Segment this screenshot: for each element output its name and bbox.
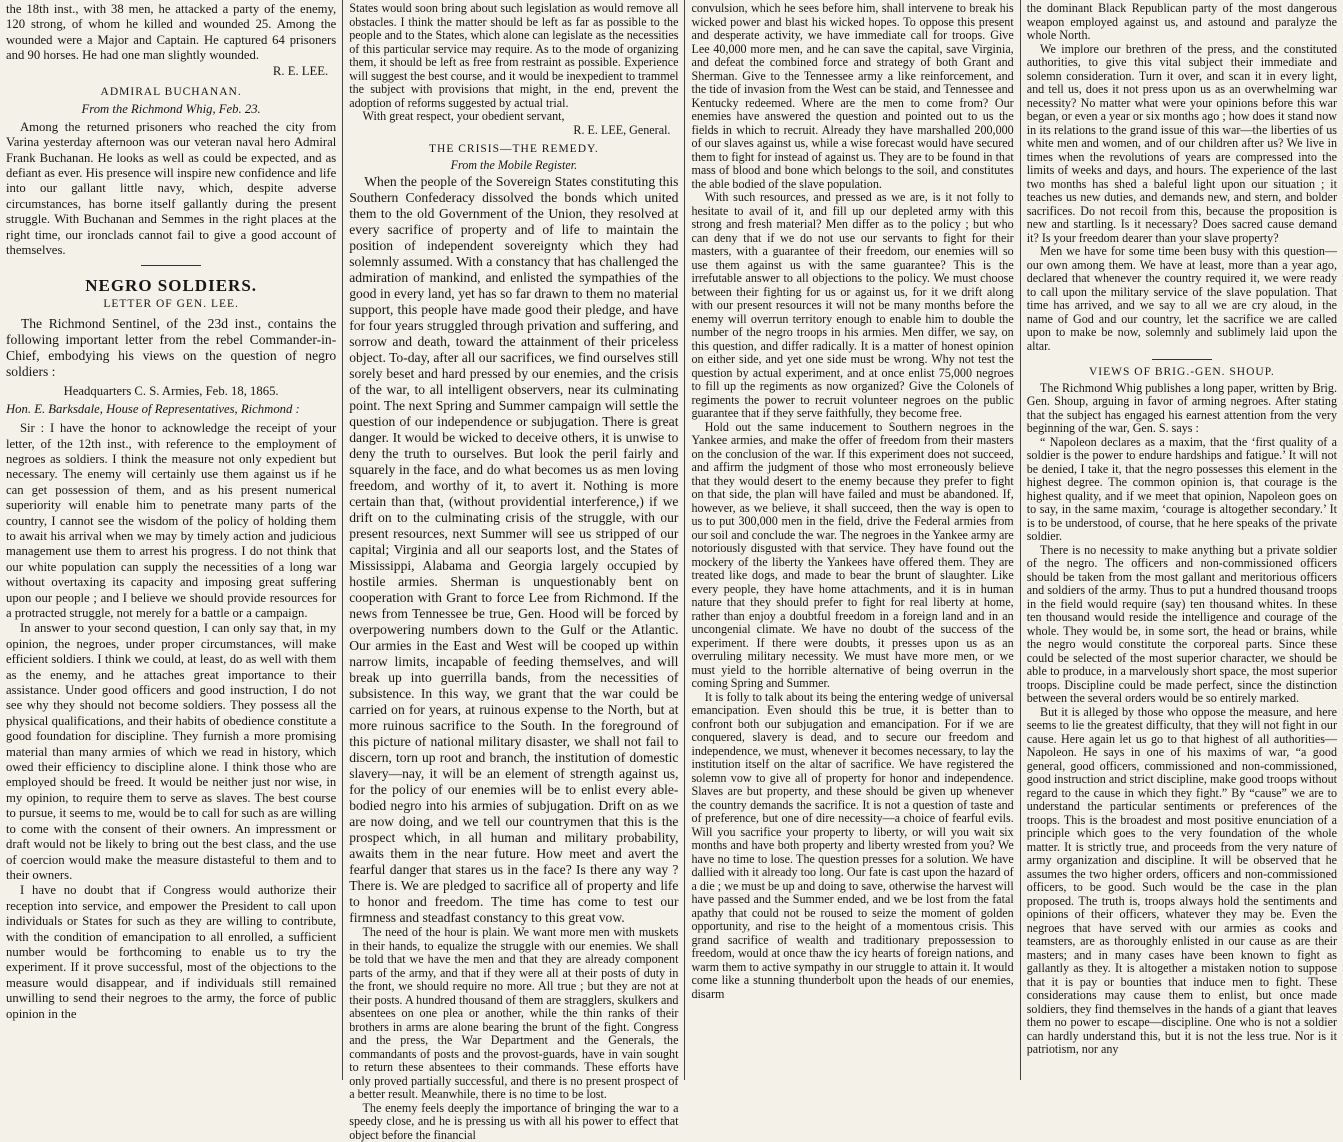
column-4 bbox=[1021, 0, 1343, 1080]
shoup-paragraph: The Richmond Whig publishes a long paper, written by Brig. Gen. Shoup, arguing in favor of arming negroes. After stating that the subject has engaged his earnest attention from the very beginning of the war, Gen. S. says : bbox=[1027, 382, 1337, 436]
letter-address: Hon. E. Barksdale, House of Representatives, Richmond : bbox=[6, 402, 336, 417]
crisis-paragraph: It is folly to talk about its being the entering wedge of universal emancipation. Even should this be true, it is better than to confront both our subjugation and emancipation. For if we are conquered, slavery is dead, and to secure our freedom and independence, we must, whenever it becomes necessary, to lay the institution itself on the altar of sacrifice. We have registered the solemn vow to give all of property for honor and independence. Slaves are but property, and these should be given up whenever the country demands the sacrifice. It is not a question of taste and of preference, but one of dire necessity—a choice of fearful evils. Will you sacrifice your property to liberty, or will you wait six months and have both property and liberty wrested from you? We have no time to lose. The question presses for a solution. We have dallied with it already too long. Our fate is cast upon the hazard of a die ; we must be up and doing to save, otherwise the harvest will have passed and the Summer ended, and we be lost from the fatal apathy that could not be roused to seize the moment of golden opportunity, and rise to the height of a momentous crisis. This grand sacrifice of wealth and traditionary prepossession to freedom, would at once thaw the icy hearts of foreign nations, and warm them to active sympathy in our struggle to attain it. It would come like a stunning thunderbolt upon the heads of our enemies, disarm bbox=[691, 691, 1013, 1002]
buchanan-source: From the Richmond Whig, Feb. 23. bbox=[6, 102, 336, 117]
column-3 bbox=[685, 0, 1019, 1080]
crisis-heading: THE CRISIS—THE REMEDY. bbox=[349, 143, 678, 157]
separator bbox=[1152, 359, 1212, 360]
crisis-source: From the Mobile Register. bbox=[349, 159, 678, 173]
letter-headquarters-line: Headquarters C. S. Armies, Feb. 18, 1865. bbox=[6, 384, 336, 399]
column-1 bbox=[0, 0, 342, 1080]
negro-soldiers-heading: NEGRO SOLDIERS. bbox=[6, 278, 336, 293]
crisis-continuation: convulsion, which he sees before him, shall intervene to break his wicked power and blast his wicked hopes. To oppose this present and desperate activity, we have immediate call for troops. Give Lee 40,000 more men, and he can save the capital, save Virginia, and defeat the combined force and strategy of both Grant and Sherman. Give to the Tennessee army a like reinforcement, and the tide of invasion from the West can be staid, and Tennessee and Kentucky redeemed. Where are the men to come from? Our enemies have answered the question and pointed out to us the fields in which to recruit. Already they have marshalled 200,000 of our slaves against us, while a wise forecast would have secured them to fight for instead of against us. They are to be found in that mass of blood and bone which belongs to the soil, and constitutes the able bodied of the slave population. bbox=[691, 2, 1013, 191]
crisis-paragraph: With such resources, and pressed as we are, is it not folly to hesitate to avail of it, and fill up our depleted army with this strong and fresh material? Men differ as to the policy ; but who can deny that if we do not use our servants to fight for their masters, with a guarantee of their freedom, our enemies will so use them against us with the same guarantee? This is the irrefutable answer to all objections to the policy. We must choose between their fighting for us or against us, for it we drift along with our present resources it will not be many months before the enemy will overrun territory enough to enable him to double the number of the negro troops in his armies. Men differ, we say, on this question, and differ radically. It is a matter of honest opinion on either side, and yet one side must be wrong. Why not test the question by actual experiment, and at once enlist 75,000 negroes to fill up the regiments as now organized? Give the Colonels of regiments the power to recruit volunteer negroes on the public guarantee that if they serve faithfully, they become free. bbox=[691, 191, 1013, 421]
crisis-continuation: the dominant Black Republican party of the most dangerous weapon employed against us, and astound and paralyze the whole North. bbox=[1027, 2, 1337, 43]
crisis-paragraph: When the people of the Sovereign States constituting this Southern Confederacy dissolved the bonds which united them to the old Government of the Union, they resolved at every sacrifice of property and of life to maintain the position of independent sovereignty which they had solemnly assumed. With a constancy that has challenged the admiration of mankind, and enlisted the sympathies of the good in every land, yet has so far drawn to them no material support, this people have made good their pledge, and have for four years struggled through privation and suffering, and sorrow and death, toward the attainment of their priceless object. To-day, after all our sacrifices, we find ourselves still sorely beset and hard pressed by our enemies, and the crisis of the war, to all intelligent observers, near its culminating point. The next Spring and Summer campaign will settle the question of our independence or subjugation. There is great danger. It would be wicked to deceive others, it is unwise to deny the truth to ourselves. But look the peril fairly and squarely in the face, and do what becomes us as men loving freedom, and worthy of it, to avert it. Nothing is more certain than that, (without providential interference,) if we drift on to the culminating crisis of the struggle, with our present resources, next Summer will see us stripped of our capital; Virginia and all our seaports lost, and the States of Mississippi, Alabama and Georgia largely occupied by hostile armies. Sherman is unquestionably bent on cooperation with Grant to force Lee from Richmond. If the news from Tennessee be true, Gen. Hood will be forced by overpowering numbers down to the Gulf or the Atlantic. Our armies in the East and West will be cooped up within narrow limits, incapable of feeding themselves, and will break up into guerrilla bands, from the necessities of subsistence. In this way, we grant that the war could be carried on for years, at ruinous expense to the North, but at more ruinous sacrifice to the South. In the foreground of this picture of national military disaster, we shall not fail to discern, torn up root and branch, the institution of domestic slavery—nay, it will be an element of strength against us, for the policy of our enemies will be to enlist every able-bodied negro into his armies of subjugation. Drift on as we are now doing, and we tell our countrymen that this is the prospect which, in all human and military probability, awaits them in the near future. How meet and avert the fearful danger that stares us in the face? Is there any way ? There is. We are pledged to sacrifice all of property and life to honor and freedom. The time has come to test our firmness and steadfast constancy to this great vow. bbox=[349, 174, 678, 926]
shoup-heading: VIEWS OF BRIG.-GEN. SHOUP. bbox=[1027, 366, 1337, 380]
crisis-paragraph: The need of the hour is plain. We want more men with muskets in their hands, to equalize the struggle with our enemies. We shall be told that we have the men and that they are already component parts of the army, and that if they were all at their posts of duty in the front, we should require no more. All true ; but they are not at their posts. A hundred thousand of them are stragglers, skulkers and absentees on one plea or another, while the thin ranks of their brothers in arms are alone bearing the brunt of the fight. Congress and the press, the War Department and the Generals, the commandants of posts and the provost-guards, have in vain sought to return these absentees to their commands. These efforts have only proved partially successful, and there is no present prospect of a better result. Meanwhile, there is no time to be lost. bbox=[349, 926, 678, 1102]
letter-closing: With great respect, your obedient servant, bbox=[349, 110, 678, 124]
shoup-paragraph: “ Napoleon declares as a maxim, that the ‘first quality of a soldier is the power to endure hardships and fatigue.’ It will not be denied, I take it, that the negro possesses this element in the highest degree. The common opinion is, that courage is the highest quality, and if we meet that opinion, Napoleon goes on to say, in the same maxim, ‘courage is altogether secondary.’ It is to be understood, of course, that he here speaks of the private soldier. bbox=[1027, 436, 1337, 544]
buchanan-paragraph: Among the returned prisoners who reached the city from Varina yesterday afternoon was our veteran naval hero Admiral Frank Buchanan. He looks as well as could be expected, and as defiant as ever. His presence will inspire new confidence and life into our gallant little navy, which, despite adverse circumstances, has borne itself gallantly during the present struggle. With Buchanan and Semmes in the right places at the right time, our ironclads cannot fail to give a good account of themselves. bbox=[6, 120, 336, 259]
column-2 bbox=[343, 0, 684, 1080]
crisis-paragraph: We implore our brethren of the press, and the constituted authorities, to give this vital subject their immediate and solemn consideration. Turn it over, and scan it in every light, and tell us, does it not press upon us as an overwhelming war necessity? No matter what were your opinions before this war began, or even a year or six months ago ; how does it stand now in its relations to the grand issue of this war—the liberties of us white men and women, and of our children after us? We live in times when the revolutions of years are compressed into the limits of weeks and days, and hours. The experience of the last two months has shed a baleful light upon our situation ; it teaches us new duties, and demands new, and stern, and bolder sacrifices. Do not recoil from this, because the proposition is new and startling. Is it necessary? Does sacred cause demand it? Is your freedom dearer than your slave property? bbox=[1027, 43, 1337, 246]
dispatch-fragment: the 18th inst., with 38 men, he attacked a party of the enemy, 120 strong, of whom he killed and wounded 25. Among the wounded were a Major and Captain. He captured 64 prisoners and 90 horses. He had one man slightly wounded. bbox=[6, 2, 336, 64]
dispatch-signature: R. E. LEE. bbox=[6, 64, 328, 79]
letter-paragraph: I have no doubt that if Congress would authorize their reception into service, and empower the President to call upon individuals or States for such as they are willing to contribute, with the condition of emancipation to all enrolled, a sufficient number would be forthcoming to enable us to try the experiment. If it prove successful, most of the objections to the measure would disappear, and if individuals still remained unwilling to send their negroes to the army, the force of public opinion in the bbox=[6, 883, 336, 1022]
letter-paragraph: In answer to your second question, I can only say that, in my opinion, the negroes, under proper circumstances, will make efficient soldiers. I think we could, at least, do as well with them as the enemy, and he attaches great importance to their assistance. Under good officers and good instruction, I do not see why they should not become soldiers. They possess all the physical qualifications, and their habits of obedience constitute a good foundation for discipline. They furnish a more promising material than many armies of which we read in history, which owed their efficiency to discipline alone. I think those who are employed should be freed. It would be neither just nor wise, in my opinion, to require them to serve as slaves. The best course to pursue, it seems to me, would be to call for such as are willing to come with the consent of their owners. An impressment or draft would not be likely to bring out the best class, and the use of coercion would make the measure distasteful to them and to their owners. bbox=[6, 621, 336, 883]
crisis-paragraph: Men we have for some time been busy with this question—our own among them. We have at least, more than a year ago, declared that whenever the country required it, we were ready to call upon the military service of the slave population. That time has arrived, and we say to all we are cry aloud, in the name of God and our country, let the sacrifice we are called upon to make be now, solemnly and sublimely laid upon the altar. bbox=[1027, 245, 1337, 353]
shoup-paragraph: But it is alleged by those who oppose the measure, and here seems to lie the greatest difficulty, that they will not fight in our cause. Here again let us go to that highest of all authorities—Napoleon. He says in one of his maxims of war, “a good general, good officers, commissioned and non-commissioned, good instruction and strict discipline, make good troops without regard to the cause in which they fight.” By “cause” we are to understand the particular sentiments or preferences of the troops. This is the broadest and most positive enunciation of a principle which goes to the very foundation of the whole matter. It is strictly true, and proceeds from the very nature of army organization and discipline. It will be observed that he assumes the two higher orders, officers and non-commissioned officers, to be good. Such would be the case in the plan proposed. The truth is, troops always hold the sentiments and opinions of their officers, whatever they may be. Even the negroes that have served with our armies as cooks and teamsters, are as thoroughly enlisted in our cause as are their masters; and in many cases have been known to fight as gallantly as they. It is altogether a mistaken notion to suppose that it is pay or bounties that induce men to fight. These considerations may cause them to enlist, but once made soldiers, they find themselves in the hands of a giant that leaves them no power to escape—discipline. One who is not a soldier can hardly understand this, but it is not the less true. Nor is it patriotism, nor any bbox=[1027, 706, 1337, 1057]
letter-signature: R. E. LEE, General. bbox=[349, 124, 670, 138]
sentinel-intro-paragraph: The Richmond Sentinel, of the 23d inst., contains the following important letter from the rebel Commander-in-Chief, embodying his views on the question of negro soldiers : bbox=[6, 316, 336, 380]
crisis-paragraph: Hold out the same inducement to Southern negroes in the Yankee armies, and make the offer of freedom from their masters on the conclusion of the war. If this experiment does not succeed, and affirm the judgment of those who most erroneously believe that they would desert to the enemy because they prefer to fight on that side, the plan will have failed and must be abandoned. If, however, as we believe, it shall succeed, then the way is open to us to put 300,000 men in the field, drive the Federal armies from our soil and conclude the war. The negroes in the Yankee army are notoriously disgusted with that service. They have found out the mockery of the liberty the Yankees have offered them. They are treated like dogs, and made to bear the brunt of slaughter. Like every people, they have home attachments, and it is in human nature that they should prefer to fight for real liberty at home, rather than enjoy a doubtful freedom in a foreign land and in an uncongenial climate. We have no doubt of the success of the experiment. If there were doubts, it presses upon us as an overruling military necessity. We must have more men, or we must yield to the horrible alternative of being overrun in the coming Spring and Summer. bbox=[691, 421, 1013, 691]
buchanan-heading: ADMIRAL BUCHANAN. bbox=[6, 85, 336, 100]
lee-letter-subheading: LETTER OF GEN. LEE. bbox=[6, 297, 336, 312]
crisis-paragraph: The enemy feels deeply the importance of bringing the war to a speedy close, and he is pressing us with all his power to effect that object before the financial bbox=[349, 1102, 678, 1142]
separator bbox=[141, 265, 201, 266]
shoup-paragraph: There is no necessity to make anything but a private soldier of the negro. The officers and non-commissioned officers should be taken from the most gallant and meritorious officers and soldiers of the army. Thus to put a hundred thousand troops in the field would require (say) ten thousand whites. In these ten thousand would reside the intelligence and courage of the whole. They would be, in some sort, the head or brains, while the negro would constitute the corporeal parts. Since these could be selected of the most superior character, we should be able to produce, in a marvelously short space, the most superior troops. Discipline could be made perfect, since the distinction between the several orders would be so entirely marked. bbox=[1027, 544, 1337, 706]
letter-continuation: States would soon bring about such legislation as would remove all obstacles. I think the matter should be left as far as possible to the people and to the States, which alone can legislate as the necessities of this particular service may require. As to the mode of organizing them, it should be left as free from restraint as possible. Experience will suggest the best course, and it would be inexpedient to trammel the subject with provisions that might, in the end, prevent the adoption of reforms suggested by actual trial. bbox=[349, 2, 678, 110]
letter-paragraph: Sir : I have the honor to acknowledge the receipt of your letter, of the 12th inst., with reference to the employment of negroes as soldiers. I think the measure not only expedient but necessary. The enemy will certainly use them against us if he can get possession of them, and as his present numerical superiority will enable him to penetrate many parts of the country, I cannot see the wisdom of the policy of holding them to await his arrival when we may by timely action and judicious management use them to arrest his progress. I do not think that our white population can supply the necessities of a long war without overtaxing its capacity and imposing great suffering upon our people ; and I believe we should provide resources for a protracted struggle, not merely for a battle or a campaign. bbox=[6, 421, 336, 621]
